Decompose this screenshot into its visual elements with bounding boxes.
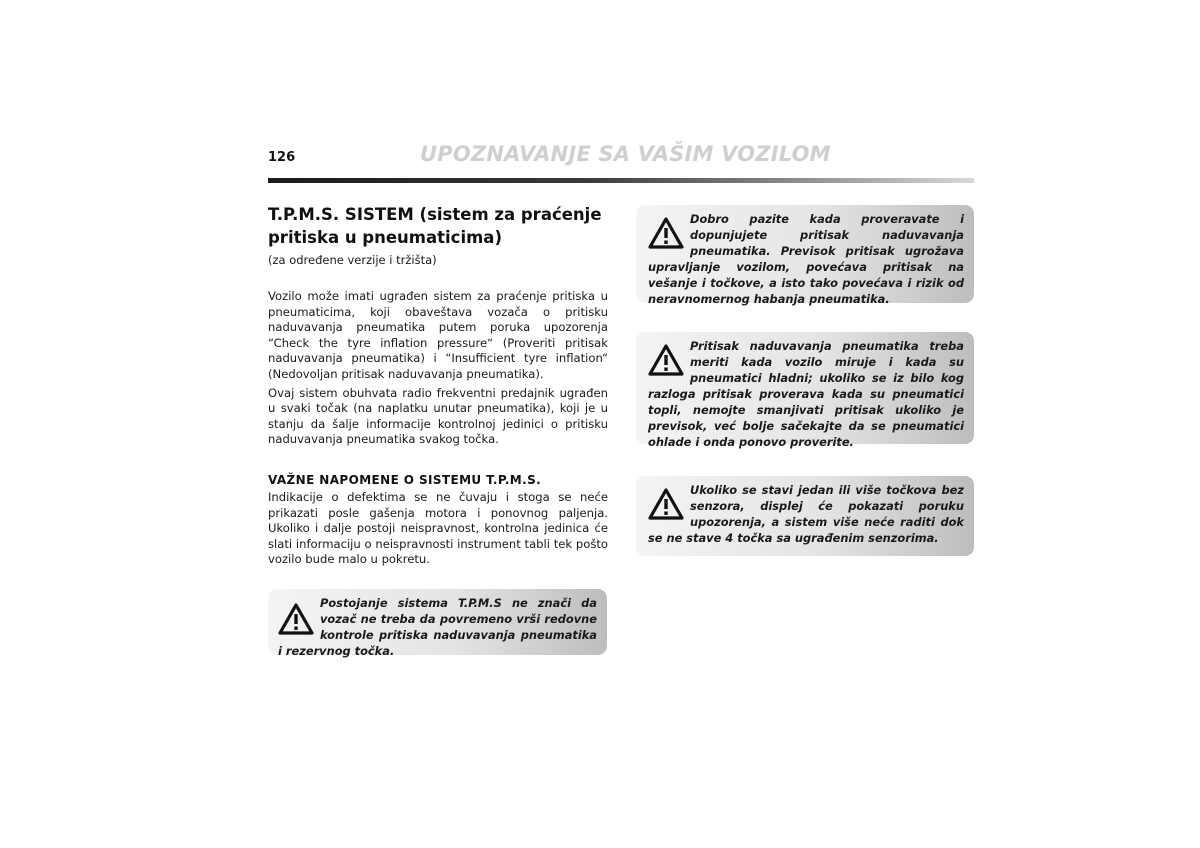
header-rule	[268, 178, 974, 183]
warning-text: Postojanje sistema T.P.M.S ne znači da vozač ne treba da povremeno vrši redovne kontrole pritiska naduvavanja pneumatika i rezervnog točka.	[278, 596, 597, 658]
paragraph-system: Ovaj sistem obuhvata radio frekventni predajnik ugrađen u svaki točak (na naplatku unutar pneumatika), koji je u stanju da šalje informacije kontrolnoj jedinici o pritisku naduvavanja pneumatika svakog točka.	[268, 385, 608, 447]
section-subtitle: (za određene verzije i tržišta)	[268, 253, 437, 267]
warning-triangle-icon	[278, 603, 314, 635]
warning-triangle-icon	[648, 488, 684, 520]
warning-box-left	[268, 589, 607, 658]
warning-triangle-icon	[648, 344, 684, 376]
warning-triangle-icon	[648, 217, 684, 249]
chapter-title: UPOZNAVANJE SA VAŠIM VOZILOM	[420, 142, 831, 166]
warning-text: Ukoliko se stavi jedan ili više točkova bez senzora, displej će pokazati poruku upozorenja, a sistem više neće raditi dok se ne stave 4 točka sa ugrađenim senzorima.	[648, 483, 964, 545]
left-column	[268, 203, 608, 568]
warning-box-2	[636, 332, 974, 449]
warning-box-3	[636, 476, 974, 556]
important-notes-heading: VAŽNE NAPOMENE O SISTEMU T.P.M.S.	[268, 472, 542, 487]
paragraph-intro: Vozilo može imati ugrađen sistem za praćenje pritiska u pneumaticima, koji obaveštava vozača o pritisku naduvavanja pneumatika putem poruka upozorenja “Check the tyre inflation pressure“ (Proveriti pritisak naduvavanja pneumatika) i “Insufficient tyre inflation“ (Nedovoljan pritisak naduvavanja pneumatika).	[268, 289, 608, 381]
section-title: T.P.M.S. SISTEM (sistem za praćenje pritiska u pneumaticima)	[268, 205, 602, 247]
warning-box-1	[636, 205, 974, 306]
page-number: 126	[268, 150, 296, 165]
warning-text: Dobro pazite kada proveravate i dopunjujete pritisak naduvavanja pneumatika. Previsok pritisak ugrožava upravljanje vozilom, povećava pritisak na vešanje i točkove, a isto tako povećava i rizik od neravnomernog habanja pneumatika.	[648, 212, 964, 306]
paragraph-notes: Indikacije o defektima se ne čuvaju i stoga se neće prikazati posle gašenja motora i ponovnog paljenja. Ukoliko i dalje postoji neispravnost, kontrolna jedinica će slati informaciju o neispravnosti instrument tabli tek pošto vozilo bude malo u pokretu.	[268, 489, 608, 567]
warning-text: Pritisak naduvavanja pneumatika treba meriti kada vozilo miruje i kada su pneumatici hladni; ukoliko se iz bilo kog razloga pritisak proverava kada su pneumatici topli, nemojte smanjivati pritisak ukoliko je previsok, već bolje sačekajte da se pneumatici ohlade i onda ponovo proverite.	[648, 339, 964, 449]
